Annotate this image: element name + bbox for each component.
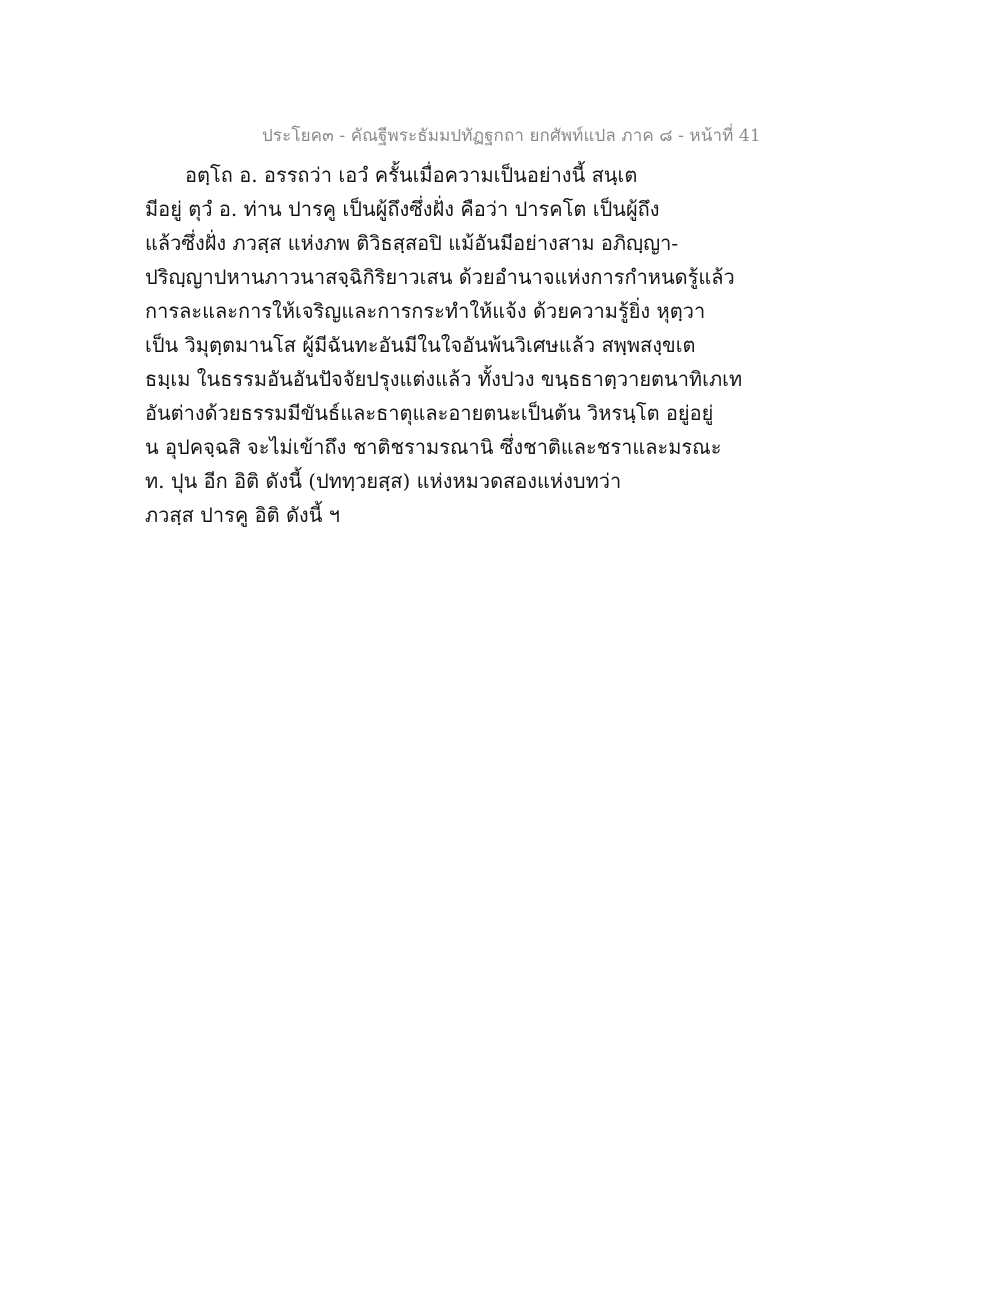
text-line: อันต่างด้วยธรรมมีขันธ์และธาตุและอายตนะเป็นต้น วิหรนฺโต อยู่อยู่ xyxy=(145,401,714,425)
text-line: มีอยู่ ตุวํ อ. ท่าน ปารคู เป็นผู้ถึงซึ่งฝั่ง คือว่า ปารคโต เป็นผู้ถึง xyxy=(145,197,660,221)
text-line: เป็น วิมุตฺตมานโส ผู้มีฉันทะอันมีในใจอันพ้นวิเศษแล้ว สพฺพสงฺขเต xyxy=(145,333,696,357)
text-line: การละและการให้เจริญและการกระทำให้แจ้ง ด้วยความรู้ยิ่ง หุตฺวา xyxy=(145,299,706,323)
body-text xyxy=(145,158,765,532)
text-line: อตฺโถ อ. อรรถว่า เอวํ ครั้นเมื่อความเป็นอย่างนี้ สนฺเต xyxy=(185,163,638,187)
running-header: ประโยค๓ - คัณฐีพระธัมมปทัฏฐกถา ยกศัพท์แปล ภาค ๘ - หน้าที่ 41 xyxy=(262,126,761,146)
text-line: ภวสฺส ปารคู อิติ ดังนี้ ฯ xyxy=(145,503,340,527)
text-line: ท. ปุน อีก อิติ ดังนี้ (ปททฺวยสฺส) แห่งหมวดสองแห่งบทว่า xyxy=(145,469,622,493)
text-line: ปริญฺญาปหานภาวนาสจฺฉิกิริยาวเสน ด้วยอำนาจแห่งการกำหนดรู้แล้ว xyxy=(145,265,735,289)
text-line: ธมฺเม ในธรรมอันอันปัจจัยปรุงแต่งแล้ว ทั้งปวง ขนฺธธาตฺวายตนาทิเภเท xyxy=(145,367,743,391)
text-line: แล้วซึ่งฝั่ง ภวสฺส แห่งภพ ติวิธสฺสอปิ แม้อันมีอย่างสาม อภิญฺญา- xyxy=(145,231,679,255)
text-line: น อุปคจฺฉสิ จะไม่เข้าถึง ชาติชรามรณานิ ซึ่งชาติและชราและมรณะ xyxy=(145,435,722,459)
